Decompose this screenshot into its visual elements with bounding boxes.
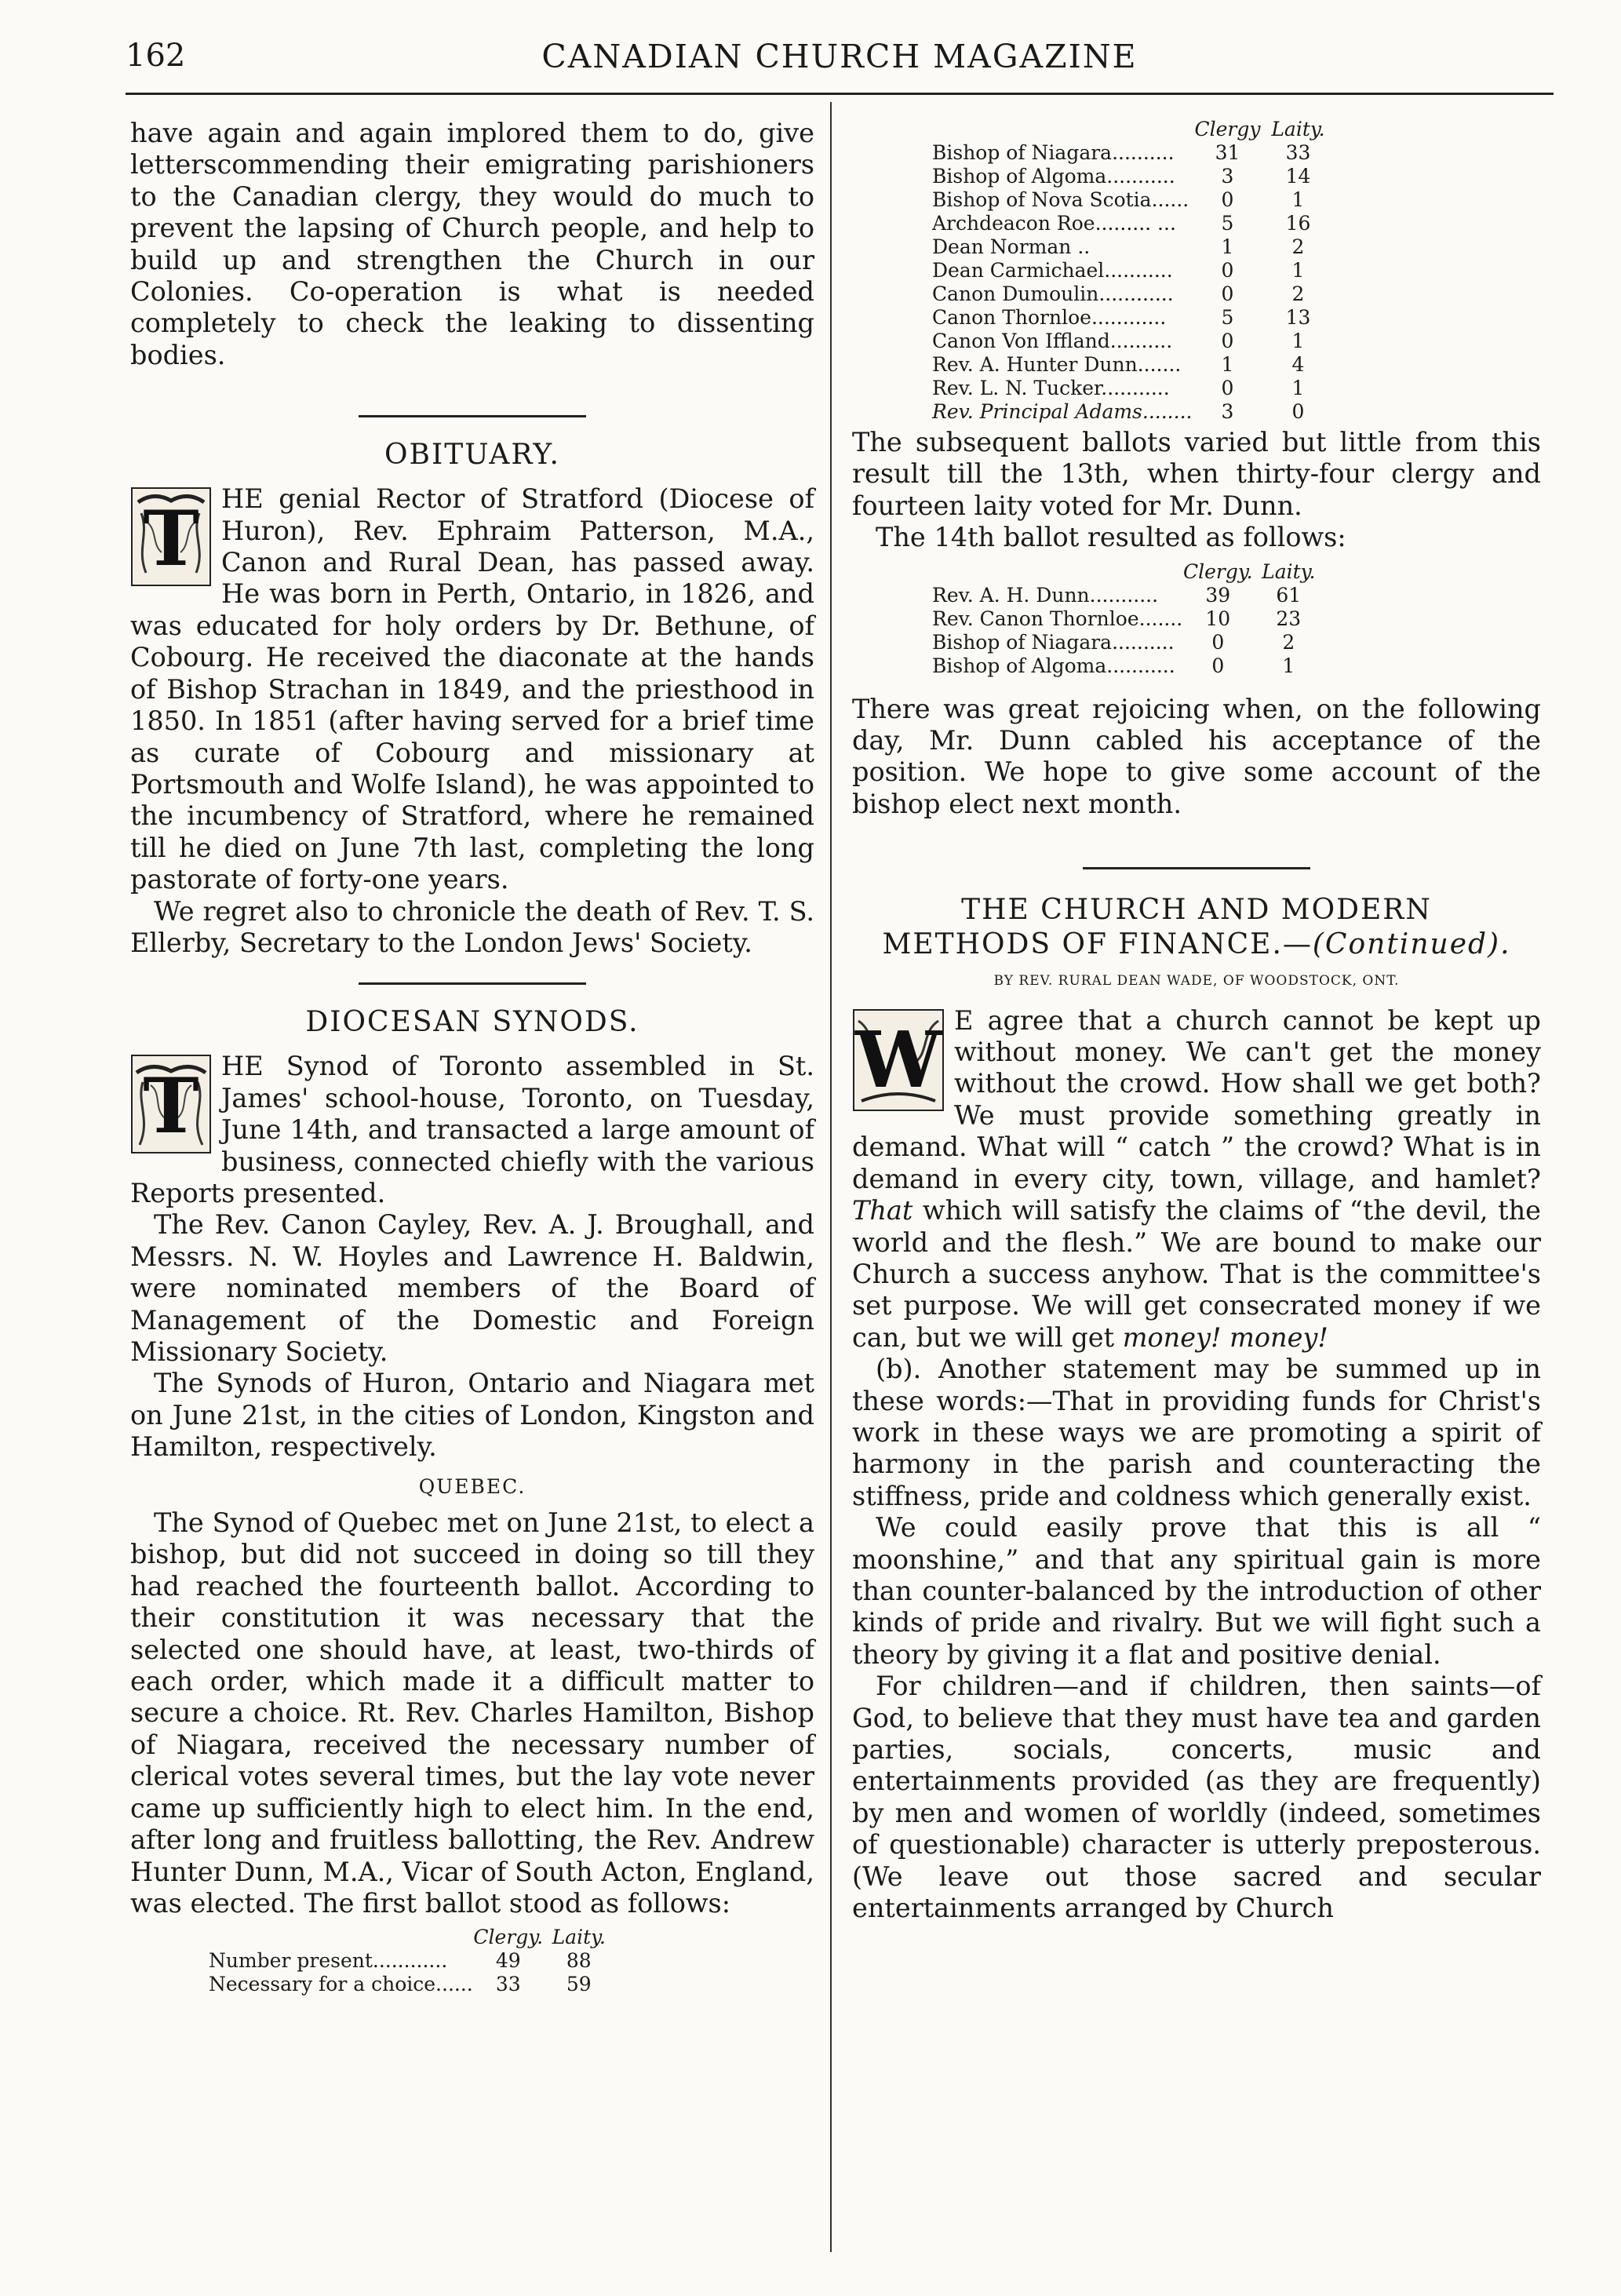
laity-count: 1 <box>1291 330 1305 352</box>
svg-text:W: W <box>854 1015 942 1106</box>
laity-count: 2 <box>1291 282 1305 305</box>
votes-table <box>932 118 1333 424</box>
clergy-count: 31 <box>1215 141 1240 164</box>
finance-text: which will satisfy the claims of “the devil, the world and the flesh.” We are bound to make our Church a success anyhow. That is the committee's set purpose. We will get consecrated money if we can, but we will get <box>852 1195 1541 1353</box>
ballot-row-label: Necessary for a choice...... <box>209 1973 473 1996</box>
obituary-paragraph-1: HE genial Rector of Stratford (Diocese of Huron), Rev. Ephraim Patterson, M.A., Canon and Rural Dean, has passed away. He was born in Perth, Ontario, in 1826, and was educated for holy orders by Dr. Bethune, of Cobourg. He received the diaconate at the hands of Bishop Strachan in 1849, and the priesthood in 1850. In 1851 (after having served for a brief time as curate of Cobourg and missionary at Portsmouth and Wolfe Island), he was appointed to the incumbency of Stratford, where he remained till he died on June 7th last, completing the long pastorate of forty-one years. <box>130 483 814 895</box>
laity-count: 14 <box>1285 165 1311 188</box>
ornate-drop-cap-t-icon <box>130 487 212 587</box>
ornate-drop-cap-t-icon <box>130 1054 212 1154</box>
clergy-count: 39 <box>1205 583 1231 607</box>
section-divider <box>1083 867 1310 869</box>
laity-count: 4 <box>1291 353 1305 376</box>
table-row <box>932 654 1324 678</box>
candidate-name: Rev. A. H. Dunn........... <box>932 583 1159 607</box>
candidate-name: Rev. L. N. Tucker........... <box>932 377 1170 399</box>
clergy-count: 5 <box>1221 212 1234 235</box>
column-divider <box>830 102 832 2252</box>
table-row <box>932 377 1333 400</box>
fourteenth-ballot-table <box>932 560 1324 678</box>
fourteenth-ballot-intro: The 14th ballot resulted as follows: <box>876 522 1346 553</box>
svg-text:T: T <box>143 1062 199 1151</box>
clergy-count: 33 <box>495 1973 521 1996</box>
candidate-name: Bishop of Niagara.......... <box>932 141 1175 164</box>
finance-heading-line-1: THE CHURCH AND MODERN <box>961 894 1432 927</box>
clergy-count: 10 <box>1205 607 1231 630</box>
intro-paragraph: have again and again implored them to do, give letterscommending their emigrating parishioners to the Canadian clergy, they would do much to prevent the lapsing of Church people, and help to build up and strengthen the Church in our Colonies. Co-operation is what is needed completely to check the leaking to dissenting bodies. <box>130 118 814 370</box>
laity-count: 1 <box>1282 654 1295 677</box>
table-row <box>932 259 1333 282</box>
quebec-paragraph: The Synod of Quebec met on June 21st, to elect a bishop, but did not succeed in doing so till they had reached the fourteenth ballot. According to their constitution it was necessary that the selected one should have, at least, two-thirds of each order, which made it a difficult matter to secure a choice. Rt. Rev. Charles Hamilton, Bishop of Niagara, received the necessary number of clerical votes several times, but the lay vote never came up sufficiently high to elect him. In the end, after long and fruitless ballotting, the Rev. Andrew Hunter Dunn, M.A., Vicar of South Acton, England, was elected. The first ballot stood as follows: <box>130 1507 814 1919</box>
candidate-name: Rev. A. Hunter Dunn....... <box>932 353 1182 376</box>
table-row <box>209 1949 614 1973</box>
table-row <box>932 188 1333 212</box>
clergy-count: 5 <box>1221 306 1234 329</box>
obituary-heading: OBITUARY. <box>384 439 560 472</box>
after-votes-paragraph: The subsequent ballots varied but little from this result till the 13th, when thirty-four clergy and fourteen laity voted for Mr. Dunn. <box>852 427 1541 521</box>
finance-paragraph-4: For children—and if children, then saints—of God, to believe that they must have tea and garden parties, socials, concerts, music and entertainments provided (as they are frequently) by men and women of worldly (indeed, sometimes of questionable) character is utterly preposterous. (We leave out those sacred and secular entertainments arranged by Church <box>852 1671 1541 1924</box>
rejoicing-paragraph: There was great rejoicing when, on the following day, Mr. Dunn cabled his acceptance of the position. We hope to give some account of the bishop elect next month. <box>852 693 1541 819</box>
clergy-column-header: Clergy. <box>1182 559 1253 583</box>
laity-count: 61 <box>1276 583 1302 607</box>
finance-paragraph-1 <box>852 1005 1541 1354</box>
clergy-count: 0 <box>1221 188 1234 211</box>
candidate-name: Dean Carmichael........... <box>932 259 1173 282</box>
laity-count: 88 <box>566 1949 592 1973</box>
candidate-name: Dean Norman .. <box>932 235 1091 258</box>
laity-column-header: Laity. <box>1271 118 1325 140</box>
clergy-count: 3 <box>1221 165 1234 188</box>
clergy-count: 0 <box>1221 377 1234 399</box>
candidate-name: Canon Dumoulin............ <box>932 282 1174 305</box>
ornate-drop-cap-w-icon <box>852 1008 945 1112</box>
finance-paragraph-3: We could easily prove that this is all “ moonshine,” and that any spiritual gain is more than counter-balanced by the introduction of other kinds of pride and rivalry. But we will fight such a theory by giving it a flat and positive denial. <box>852 1512 1541 1670</box>
table-row <box>209 1973 614 1996</box>
header-rule <box>126 93 1554 95</box>
laity-count: 1 <box>1291 377 1305 399</box>
clergy-count: 0 <box>1221 259 1234 282</box>
candidate-name: Rev. Canon Thornloe....... <box>932 607 1183 630</box>
table-row <box>932 165 1333 188</box>
candidate-name: Bishop of Algoma........... <box>932 654 1175 677</box>
clergy-column-header: Clergy <box>1194 118 1261 140</box>
svg-text:T: T <box>143 494 199 584</box>
candidate-name: Bishop of Nova Scotia...... <box>932 188 1189 211</box>
clergy-count: 49 <box>495 1949 521 1973</box>
candidate-name: Archdeacon Roe......... ... <box>932 212 1176 235</box>
table-row <box>932 330 1333 353</box>
table-row <box>932 400 1333 424</box>
clergy-count: 1 <box>1221 353 1234 376</box>
finance-heading-line-2 <box>852 928 1541 962</box>
page-header <box>126 38 1554 93</box>
candidate-name: Canon Von Iffland.......... <box>932 330 1173 352</box>
candidate-name: Bishop of Niagara.......... <box>932 630 1175 654</box>
laity-column-header: Laity. <box>1262 559 1316 583</box>
clergy-count: 0 <box>1221 282 1234 305</box>
clergy-count: 0 <box>1221 330 1234 352</box>
table-row <box>932 306 1333 330</box>
laity-count: 16 <box>1285 212 1311 235</box>
laity-count: 2 <box>1282 630 1295 654</box>
finance-heading-text: METHODS OF FINANCE.— <box>882 928 1313 961</box>
byline: BY REV. RURAL DEAN WADE, OF WOODSTOCK, ONT. <box>993 973 1400 989</box>
candidate-name: Bishop of Algoma........... <box>932 165 1175 188</box>
table-row <box>932 212 1333 235</box>
ballot-row-label: Number present............ <box>209 1949 448 1973</box>
laity-column-header: Laity. <box>552 1926 606 1949</box>
obituary-paragraph-2: We regret also to chronicle the death of Rev. T. S. Ellerby, Secretary to the London Jews' Society. <box>130 895 814 958</box>
synods-paragraph-2: The Rev. Canon Cayley, Rev. A. J. Broughall, and Messrs. N. W. Hoyles and Lawrence H. Baldwin, were nominated members of the Board of Management of the Domestic and Foreign Missionary Society. <box>130 1209 814 1367</box>
laity-count: 2 <box>1291 235 1305 258</box>
quebec-subheading: QUEBEC. <box>418 1474 526 1498</box>
laity-count: 23 <box>1276 607 1302 630</box>
first-ballot-table <box>209 1926 614 1996</box>
table-row <box>932 353 1333 377</box>
section-divider <box>359 982 586 985</box>
laity-count: 1 <box>1291 259 1305 282</box>
table-row <box>932 141 1333 165</box>
emphasis-text: money! money! <box>1122 1321 1328 1353</box>
laity-count: 0 <box>1291 400 1305 423</box>
table-row <box>932 631 1324 654</box>
continued-label: (Continued). <box>1312 928 1511 961</box>
clergy-count: 3 <box>1221 400 1234 423</box>
magazine-title: CANADIAN CHURCH MAGAZINE <box>541 38 1138 75</box>
table-row <box>932 607 1324 631</box>
synods-paragraph-1: HE Synod of Toronto assembled in St. James' school-house, Toronto, on Tuesday, June 14th, and transacted a large amount of business, connected chiefly with the various Reports presented. <box>130 1051 814 1208</box>
clergy-count: 1 <box>1221 235 1234 258</box>
synods-paragraph-3: The Synods of Huron, Ontario and Niagara met on June 21st, in the cities of London, Kingston and Hamilton, respectively. <box>130 1368 814 1463</box>
section-divider <box>359 415 586 417</box>
finance-text: E agree that a church cannot be kept up without money. We can't get the money without the crowd. How shall we get both? We must provide something greatly in demand. What will “ catch ” the crowd? What is in demand in every city, town, village, and hamlet? <box>852 1004 1541 1194</box>
laity-count: 13 <box>1285 306 1311 329</box>
table-row <box>932 584 1324 607</box>
clergy-column-header: Clergy. <box>473 1926 544 1949</box>
candidate-name: Rev. Principal Adams........ <box>932 400 1193 423</box>
laity-count: 59 <box>566 1973 592 1996</box>
finance-paragraph-2: (b). Another statement may be summed up in these words:—That in providing funds for Christ's work in these ways we are promoting a spirit of harmony in the parish and counteracting the stiffness, pride and coldness which generally exist. <box>852 1354 1541 1511</box>
left-column <box>130 118 814 1996</box>
right-column <box>852 118 1541 1924</box>
candidate-name: Canon Thornloe............ <box>932 306 1167 329</box>
laity-count: 33 <box>1285 141 1311 164</box>
clergy-count: 0 <box>1211 630 1225 654</box>
table-row <box>932 282 1333 306</box>
page-number: 162 <box>126 38 186 74</box>
table-row <box>932 235 1333 259</box>
laity-count: 1 <box>1291 188 1305 211</box>
synods-heading: DIOCESAN SYNODS. <box>305 1006 639 1039</box>
clergy-count: 0 <box>1211 654 1225 677</box>
emphasis-text: That <box>852 1195 913 1226</box>
